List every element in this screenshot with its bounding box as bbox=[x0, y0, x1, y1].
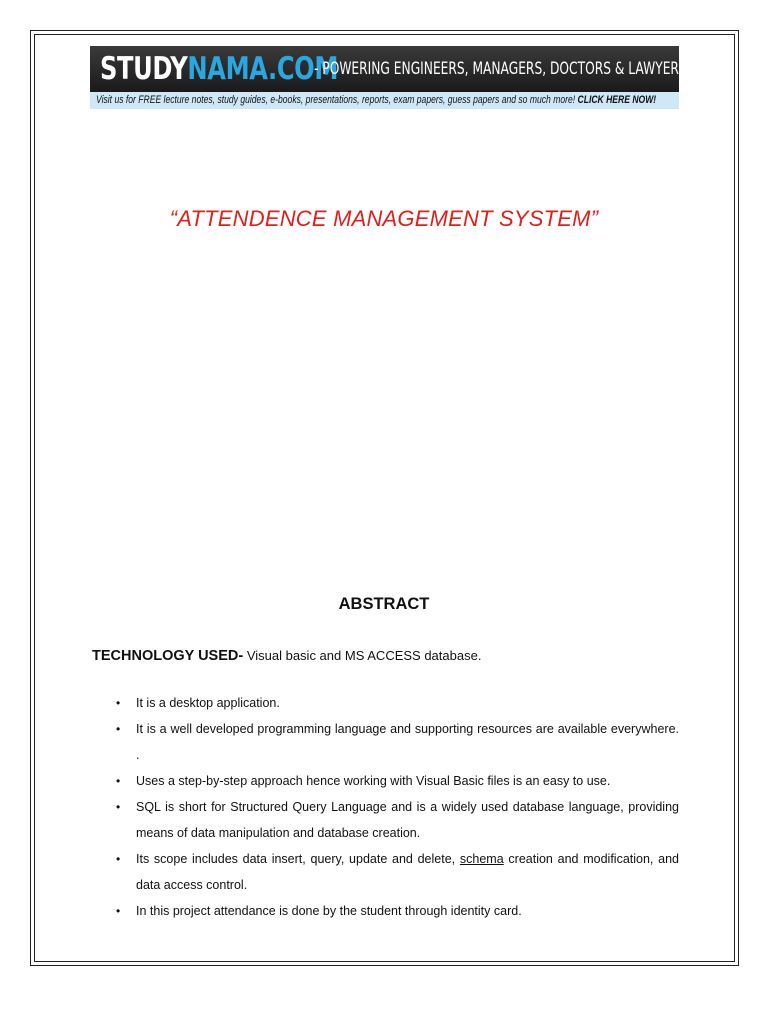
abstract-bullet-list bbox=[92, 690, 679, 924]
bullet-item: • It is a desktop application. bbox=[92, 690, 679, 716]
abstract-heading: ABSTRACT bbox=[338, 595, 430, 613]
click-here-now-link[interactable]: CLICK HERE NOW! bbox=[577, 94, 657, 106]
technology-used-line bbox=[92, 648, 481, 664]
bullet-item: • Uses a step-by-step approach hence working with Visual Basic files is an easy to use. bbox=[92, 768, 679, 794]
technology-used-value: Visual basic and MS ACCESS database. bbox=[243, 648, 482, 663]
bullet-item bbox=[92, 846, 679, 898]
document-title: “ATTENDENCE MANAGEMENT SYSTEM” bbox=[169, 206, 599, 231]
studynama-banner[interactable] bbox=[90, 46, 691, 109]
bullet-item: • It is a well developed programming language and supporting resources are available everywhere. . bbox=[92, 716, 679, 768]
banner-top-bar bbox=[90, 46, 691, 92]
banner-subtext-strip bbox=[90, 92, 679, 109]
banner-tagline: - POWERING ENGINEERS, MANAGERS, DOCTORS & LAWYERS. bbox=[314, 59, 691, 79]
logo-study-text: STUDY bbox=[100, 50, 188, 87]
banner-subtext-body: Visit us for FREE lecture notes, study guides, e-books, presentations, reports, exam papers, guess papers and so much more! bbox=[96, 94, 578, 106]
bullet-item: • SQL is short for Structured Query Language and is a widely used database language, providing means of data manipulation and database creation. bbox=[92, 794, 679, 846]
logo-nama-text: NAMA.COM bbox=[187, 50, 339, 87]
schema-underlined-term: schema bbox=[459, 852, 504, 866]
banner-subtext bbox=[96, 94, 656, 106]
technology-used-label: TECHNOLOGY USED- bbox=[92, 648, 244, 664]
studynama-logo[interactable] bbox=[100, 50, 339, 87]
bullet-text: Its scope includes data insert, query, update and delete, bbox=[136, 852, 460, 866]
bullet-item: • In this project attendance is done by the student through identity card. bbox=[92, 898, 679, 924]
bullet-text: creation and modification, and data access control. bbox=[136, 852, 679, 892]
